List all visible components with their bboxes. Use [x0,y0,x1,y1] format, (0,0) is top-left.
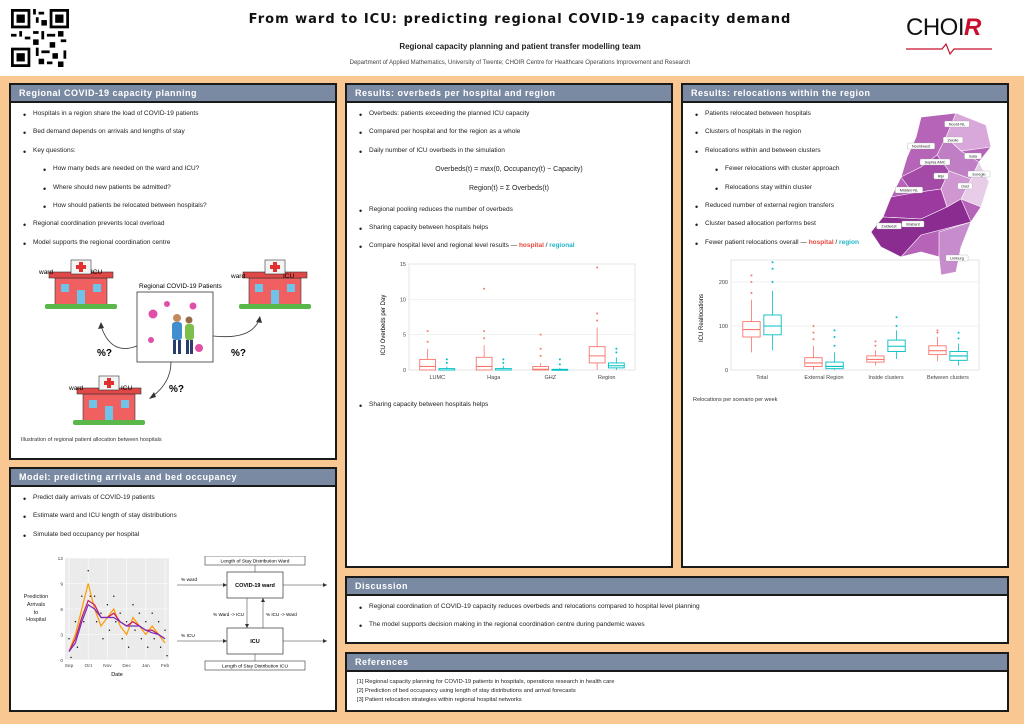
map-label: Sophia AMC [924,160,946,165]
x-tick-label: GHZ [544,374,557,381]
outlier-point [540,333,542,335]
relocation-bullet: • Patients relocated between hospitals [693,109,853,119]
observed-point [83,621,84,622]
observed-point [88,570,89,571]
x-tick-label: Jan [141,664,150,670]
arrow-left [101,326,137,349]
intro-bullet: • Hospitals in a region share the load of COVID-19 patients [21,109,325,119]
outlier-point [559,358,561,360]
observed-point [128,647,129,648]
outlier-point [446,362,448,364]
x-tick-label: Haga [487,374,501,381]
relocations-y-title: ICU Reallocations [699,294,705,343]
outlier-point [772,281,774,283]
ward-label: ward [231,273,246,281]
observed-point [100,613,101,614]
y-title-line: Arrivals [26,601,46,608]
outlier-point [427,330,429,332]
outlier-point [559,363,561,365]
panel-model-heading: Model: predicting arrivals and bed occupancy [11,469,335,487]
panel-discussion [345,576,1009,644]
poster-authors: Regional capacity planning and patient transfer modelling team [399,42,641,51]
netherlands-region-map [861,107,1001,277]
y-tick-label: 200 [718,280,728,287]
ward-box-label: COVID-19 ward [235,583,275,590]
logo-r: R [964,14,981,41]
panel-introduction-heading: Regional COVID-19 capacity planning [11,85,335,103]
y-tick-label: 100 [718,324,728,331]
intro-sub-bullet: • Where should new patients be admitted? [21,183,325,193]
observed-point [107,604,108,605]
observed-point [132,604,133,605]
arrivals-chart [51,556,171,678]
map-label: Noord-NL [948,122,966,127]
outlier-point [483,337,485,339]
map-label: Zwolle [947,138,959,143]
y-tick-label: 12 [57,557,63,563]
observed-point [152,613,153,614]
panel-results-overbeds-heading: Results: overbeds per hospital and region [347,85,671,103]
panel-model [9,467,337,712]
outlier-point [502,362,504,364]
x-tick-label: LUMC [429,374,446,381]
regional-allocation-diagram [21,256,327,434]
observed-point [113,596,114,597]
y-title-line: Hospital [26,617,46,624]
outlier-point [936,332,938,334]
box [826,362,843,369]
outlier-point [483,287,485,289]
observed-point [94,596,95,597]
intro-bullet: • Key questions: [21,146,325,156]
hospital-icon [45,260,117,309]
relocation-sub-bullet: • Relocations stay within cluster [693,183,853,193]
arrivals-y-title [21,594,51,625]
panel-results-relocations-heading: Results: relocations within the region [683,85,1007,103]
outlier-point [596,266,598,268]
y-tick-label: 0 [60,659,63,665]
relocation-legend-bullet: • Fewer patient relocations overall — hospital / region [693,238,997,248]
intro-sub-bullet: • How should patients be relocated between hospitals? [21,201,325,211]
intro-bullet: • Model supports the regional coordination centre [21,238,325,248]
poster-title: From ward to ICU: predicting regional COVID-19 capacity demand [248,12,792,27]
map-label: Oost [960,184,970,189]
outlier-point [427,340,429,342]
observed-point [145,621,146,622]
observed-point [126,621,127,622]
y-tick-label: 5 [402,332,406,339]
outlier-point [596,319,598,321]
formula-line: Region(t) = Σ Overbeds(t) [469,185,549,193]
legend-cyan-word: region [839,238,859,246]
relocation-sub-bullet: • Fewer relocations with cluster approach [693,164,853,174]
qr-code-icon[interactable] [11,9,69,67]
box [764,315,781,335]
intro-bullet: • Regional coordination prevents local overload [21,219,325,229]
outlier-point [750,292,752,294]
ward-to-icu-label: % Ward -> ICU [213,612,244,618]
outlier-point [874,345,876,347]
map-label: Euregio [972,172,986,177]
x-tick-label: Nov [103,664,112,670]
overbeds-bullet: • Overbeds: patients exceeding the planned ICU capacity [357,109,661,119]
ward-label: ward [39,269,54,277]
observed-point [122,638,123,639]
hospital-icon [73,376,145,425]
x-tick-label: Between clusters [927,375,969,382]
overbeds-y-title: ICU Overbeds per Day [381,294,387,356]
observed-point [166,655,167,656]
model-bullet: • Predict daily arrivals of COVID-19 patients [21,493,325,503]
box [805,358,822,367]
x-tick-label: Sep [64,664,74,670]
outlier-point [615,351,617,353]
overbeds-legend-bullet: • Compare hospital level and regional level results — hospital / regional [357,241,661,251]
observed-point [109,630,110,631]
panel-references-heading: References [347,654,1007,672]
x-tick-label: Inside clusters [868,375,904,382]
observed-point [68,638,69,639]
map-label: Isala [968,154,978,159]
outlier-point [812,338,814,340]
outlier-point [834,345,836,347]
discussion-bullet: • The model supports decision making in the regional coordination centre during pandemic waves [357,620,997,630]
map-label: Midden-NL [899,188,919,193]
icu-label: ICU [121,385,133,393]
box [476,357,492,370]
outlier-point [750,281,752,283]
observed-point [164,630,165,631]
panel-references [345,652,1009,712]
observed-point [81,596,82,597]
y-tick-label: 9 [60,582,63,588]
panel-introduction [9,83,337,460]
observed-point [70,657,71,658]
relocation-bullet: • Clusters of hospitals in the region [693,127,853,137]
outlier-point [812,325,814,327]
panel-discussion-heading: Discussion [347,578,1007,596]
observed-point [102,638,103,639]
outlier-point [502,358,504,360]
panel-results-overbeds [345,83,673,568]
pct-ward-label: % ward [181,578,197,584]
reference-item: [1] Regional capacity planning for COVID-19 patients in hospitals, operations research in health care [357,679,615,685]
overbeds-bullet: • Sharing capacity between hospitals helps [357,223,661,233]
x-tick-label: Dec [122,664,131,670]
outlier-point [540,348,542,350]
box [420,359,436,370]
observed-point [120,613,121,614]
icu-box-label: ICU [250,639,260,646]
reference-item: [3] Patient relocation strategies within regional hospital networks [357,696,522,703]
discussion-bullet: • Regional coordination of COVID-19 capacity reduces overbeds and relocations compared to hospital level planning [357,602,997,612]
x-tick-label: Region [598,374,616,381]
heartbeat-line-icon [906,42,992,56]
outlier-point [483,330,485,332]
outlier-point [958,337,960,339]
ward-label: ward [69,385,84,393]
relocation-bullet: • Reduced number of external region transfers [693,201,997,211]
pct-icu-label: % ICU [181,634,195,640]
map-label: Zuidwest [881,224,897,229]
observed-point [90,596,91,597]
model-bullet: • Estimate ward and ICU length of stay distributions [21,511,325,521]
y-tick-label: 10 [399,297,406,304]
hospital-icon [239,260,311,309]
outlier-point [540,355,542,357]
outlier-point [446,358,448,360]
outlier-point [874,341,876,343]
relocation-bullet: • Relocations within and between clusters [693,146,853,156]
percent-question-label: %? [169,384,184,396]
outlier-point [772,268,774,270]
observed-point [158,621,159,622]
map-label: Rijn [937,174,945,179]
box [589,346,605,362]
observed-point [147,647,148,648]
overbeds-bullet: • Sharing capacity between hospitals helps [357,400,661,410]
arrivals-x-title: Date [111,672,123,679]
observed-point [160,647,161,648]
outlier-point [615,348,617,350]
outlier-point [750,275,752,277]
logo-text: CHOI [906,14,964,41]
y-tick-label: 0 [402,367,406,374]
intro-footnote: Illustration of regional patient allocation between hospitals [21,437,162,444]
y-tick-label: 6 [60,608,63,614]
x-tick-label: External Region [804,375,844,382]
poster-affiliation: Department of Applied Mathematics, University of Twente; CHOIR Centre for Healthcare Operations Improvement and Research [349,60,691,66]
observed-point [134,630,135,631]
x-tick-label: Oct [84,664,92,670]
map-label: Noordwest [911,144,931,149]
percent-question-label: %? [231,348,246,360]
los-ward-label: Length of Stay Distribution Ward [220,559,290,565]
y-title-line: Prediction [23,594,49,601]
observed-point [75,621,76,622]
choir-logo [906,14,992,60]
observed-point [96,621,97,622]
regional-patients-label: Regional COVID-19 Patients [139,283,222,291]
outlier-point [596,312,598,314]
percent-question-label: %? [97,348,112,360]
legend-text: Compare hospital level and regional level results [369,242,509,250]
icu-label: ICU [283,273,295,281]
y-tick-label: 15 [399,261,406,268]
overbeds-bullet: • Compared per hospital and for the region as a whole [357,127,661,137]
observed-point [115,621,116,622]
overbeds-bullet: • Daily number of ICU overbeds in the simulation [357,146,661,156]
relocation-bullet: • Cluster based allocation performs best [693,219,997,229]
y-tick-label: 0 [724,368,728,375]
flow-diagram [177,556,327,676]
y-title-line: to [33,609,39,616]
outlier-point [896,316,898,318]
icu-to-ward-label: % ICU -> Ward [266,612,297,618]
overbeds-bullet: • Regional pooling reduces the number of overbeds [357,205,661,215]
y-tick-label: 3 [60,633,63,639]
observed-point [154,638,155,639]
map-label: Limburg [950,256,964,261]
outlier-point [834,330,836,332]
legend-cyan-word: regional [549,242,575,250]
observed-point [141,638,142,639]
panel-results-relocations [681,83,1009,568]
outlier-point [936,330,938,332]
legend-red-word: hospital [518,242,544,250]
observed-point [77,647,78,648]
los-icu-label: Length of Stay Distribution ICU [222,664,288,670]
legend-text: Fewer patient relocations overall [705,238,799,246]
outlier-point [834,336,836,338]
x-tick-label: Total [756,375,768,382]
outlier-point [812,332,814,334]
intro-bullet: • Bed demand depends on arrivals and lengths of stay [21,127,325,137]
overbeds-boxplot [379,260,639,390]
icu-label: ICU [91,269,103,277]
outlier-point [896,325,898,327]
outlier-point [958,332,960,334]
outlier-point [772,261,774,263]
relocation-footnote: Relocations per scenario per week [693,397,778,404]
reference-item: [2] Prediction of bed occupancy using length of stay distributions and arrival forecasts [357,687,576,694]
observed-point [139,613,140,614]
map-label: Brabant [906,222,920,227]
poster-header [0,0,1024,76]
model-bullet: • Simulate bed occupancy per hospital [21,530,325,540]
legend-red-word: hospital [808,238,834,246]
arrow-right [213,320,259,337]
formula-line: Overbeds(t) = max(0, Occupancy(t) − Capacity) [435,166,583,174]
intro-sub-bullet: • How many beds are needed on the ward and ICU? [21,164,325,174]
x-tick-label: Feb [160,664,170,670]
